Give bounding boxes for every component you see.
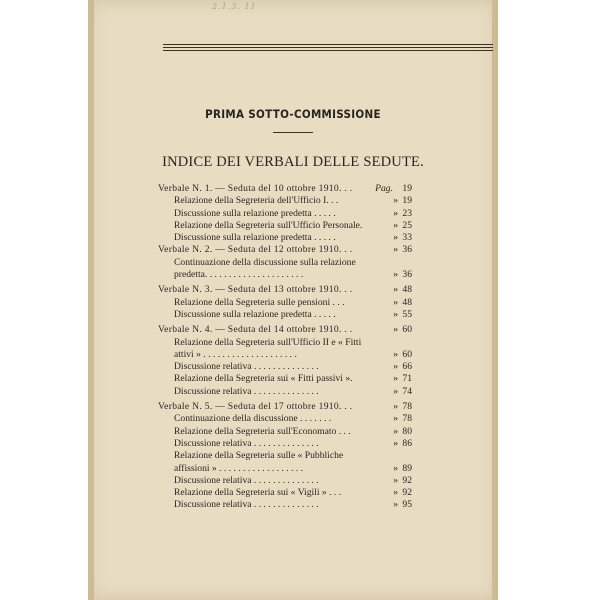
toc-entry-text: Verbale N. 1. — Seduta del 10 ottobre 1910. . . [158, 183, 353, 194]
toc-entry-mark: » [393, 324, 398, 336]
toc-entry-page: 92 [402, 474, 412, 486]
toc-entry-mark: » [393, 207, 398, 219]
toc-entry-text: Verbale N. 2. — Seduta del 12 ottobre 1910. . . [158, 244, 353, 256]
toc-entry [158, 426, 488, 438]
toc-entry [158, 220, 488, 232]
toc-entry-mark: » [393, 373, 398, 385]
toc-entry-text: Relazione della Segreteria sui « Fitti passivi ». [174, 373, 353, 385]
toc-entry [158, 463, 488, 475]
toc-entry-mark: » [393, 401, 398, 413]
top-rule-1 [163, 44, 493, 45]
toc-entry-mark: » [393, 244, 398, 256]
index-subtitle: INDICE DEI VERBALI DELLE SEDUTE. [162, 154, 424, 170]
toc-entry [158, 475, 488, 487]
toc-entry-mark: » [393, 474, 398, 486]
page-left-edge [88, 0, 94, 600]
toc-entry-text: Relazione della Segreteria sui « Vigili » . . . [174, 487, 342, 499]
toc-entry [158, 450, 488, 462]
toc-entry-page: 25 [402, 219, 412, 231]
toc-entry-page: 89 [402, 462, 412, 474]
toc-entry [158, 309, 488, 321]
top-rule-2 [163, 47, 493, 48]
toc-entry [158, 337, 488, 349]
toc-entry-text: Relazione della Segreteria sull'Ufficio Personale. [174, 219, 363, 231]
toc-entry-mark: » [393, 437, 398, 449]
toc-entry-page: 33 [402, 232, 412, 244]
toc-entry [158, 349, 488, 361]
toc-entry-mark: » [393, 462, 398, 474]
toc-entry-text: Verbale N. 5. — Seduta del 17 ottobre 1910. . . [158, 401, 353, 413]
toc-entry-page: 60 [402, 324, 412, 336]
toc-entry-page: 19 [402, 183, 412, 194]
toc-entry-text: Relazione della Segreteria sull'Economato . . . [174, 425, 351, 437]
toc-entry-text: predetta. . . . . . . . . . . . . . . . . . . . . [174, 269, 304, 281]
toc-entry [158, 183, 488, 195]
toc-entry-mark: » [393, 361, 398, 373]
toc-entry-text: Discussione relativa . . . . . . . . . . . . . . [174, 499, 319, 511]
toc-entry-mark: » [393, 308, 398, 320]
toc-entry-text: Verbale N. 4. — Seduta del 14 ottobre 1910. . . [158, 324, 353, 336]
toc-entry-mark: » [393, 195, 398, 207]
toc-entry-text: Relazione della Segreteria sulle « Pubbliche [174, 450, 344, 462]
page-title: PRIMA SOTTO-COMMISSIONE [205, 107, 381, 121]
toc-entry-page: 66 [402, 361, 412, 373]
toc-entry [158, 244, 488, 256]
toc-entry-text: Continuazione della discussione . . . . . . . [174, 413, 332, 425]
toc-entry-page: 36 [402, 269, 412, 281]
toc-entry-text: Continuazione della discussione sulla relazione [174, 256, 356, 268]
toc-entry-text: Relazione della Segreteria dell'Ufficio I. . . [174, 195, 339, 207]
toc-entry-mark: » [393, 348, 398, 360]
toc-entry-text: Discussione sulla relazione predetta . . . . . [174, 232, 336, 244]
toc-entry-text: Relazione della Segreteria sulle pensioni . . . [174, 296, 345, 308]
toc-entry-mark: » [393, 232, 398, 244]
toc-entry-mark: » [393, 425, 398, 437]
book-page [88, 0, 498, 600]
toc-entry [158, 284, 488, 296]
toc-entry-text: Verbale N. 3. — Seduta del 13 ottobre 1910. . . [158, 284, 353, 296]
toc-entry-mark: » [393, 284, 398, 296]
toc-entry [158, 232, 488, 244]
toc-entry-page: 71 [402, 373, 412, 385]
toc-entry-page: 36 [402, 244, 412, 256]
table-of-contents [158, 183, 488, 512]
toc-entry-text: Discussione relativa . . . . . . . . . . . . . . [174, 385, 319, 397]
toc-entry-text: Relazione della Segreteria sull'Ufficio II e « Fitti [174, 336, 362, 348]
page-right-edge [492, 0, 498, 600]
toc-entry [158, 297, 488, 309]
toc-entry-mark: » [393, 413, 398, 425]
toc-entry-page: 92 [402, 487, 412, 499]
toc-entry-page: 78 [402, 413, 412, 425]
toc-entry [158, 373, 488, 385]
toc-entry-page: 74 [402, 385, 412, 397]
toc-entry-page: 60 [402, 348, 412, 360]
toc-entry-text: Discussione sulla relazione predetta . . . . . [174, 207, 336, 219]
toc-entry [158, 257, 488, 269]
toc-entry-page: 19 [402, 195, 412, 207]
toc-entry [158, 361, 488, 373]
toc-entry [158, 499, 488, 511]
toc-entry-mark: » [393, 385, 398, 397]
toc-entry-page: 48 [402, 296, 412, 308]
toc-entry-page: 55 [402, 308, 412, 320]
toc-entry [158, 269, 488, 281]
toc-entry [158, 401, 488, 413]
toc-entry-page: 80 [402, 425, 412, 437]
toc-entry-page: 86 [402, 437, 412, 449]
toc-entry-mark: Pag. [375, 183, 393, 194]
toc-entry [158, 195, 488, 207]
toc-entry [158, 386, 488, 398]
toc-entry-mark: » [393, 499, 398, 511]
toc-entry-page: 23 [402, 207, 412, 219]
toc-entry-page: 48 [402, 284, 412, 296]
title-divider [273, 132, 313, 133]
toc-entry-mark: » [393, 296, 398, 308]
toc-entry-text: Discussione relativa . . . . . . . . . . . . . . [174, 361, 319, 373]
toc-entry-text: attivi » . . . . . . . . . . . . . . . . . . . . [174, 348, 297, 360]
toc-entry-mark: » [393, 219, 398, 231]
toc-entry-text: Discussione sulla relazione predetta . . . . . [174, 308, 336, 320]
toc-entry-mark: » [393, 269, 398, 281]
toc-entry-page: 95 [402, 499, 412, 511]
pencil-annotation: 2.1.3. 11 [212, 2, 257, 11]
toc-entry-page: 78 [402, 401, 412, 413]
top-rule-3 [163, 50, 493, 51]
toc-entry [158, 438, 488, 450]
toc-entry-text: Discussione relativa . . . . . . . . . . . . . . [174, 437, 319, 449]
toc-entry [158, 208, 488, 220]
toc-entry [158, 413, 488, 425]
toc-entry-text: Discussione relativa . . . . . . . . . . . . . . [174, 474, 319, 486]
toc-entry-mark: » [393, 487, 398, 499]
toc-entry [158, 324, 488, 336]
toc-entry [158, 487, 488, 499]
toc-entry-text: affissioni » . . . . . . . . . . . . . . . . . . [174, 462, 304, 474]
